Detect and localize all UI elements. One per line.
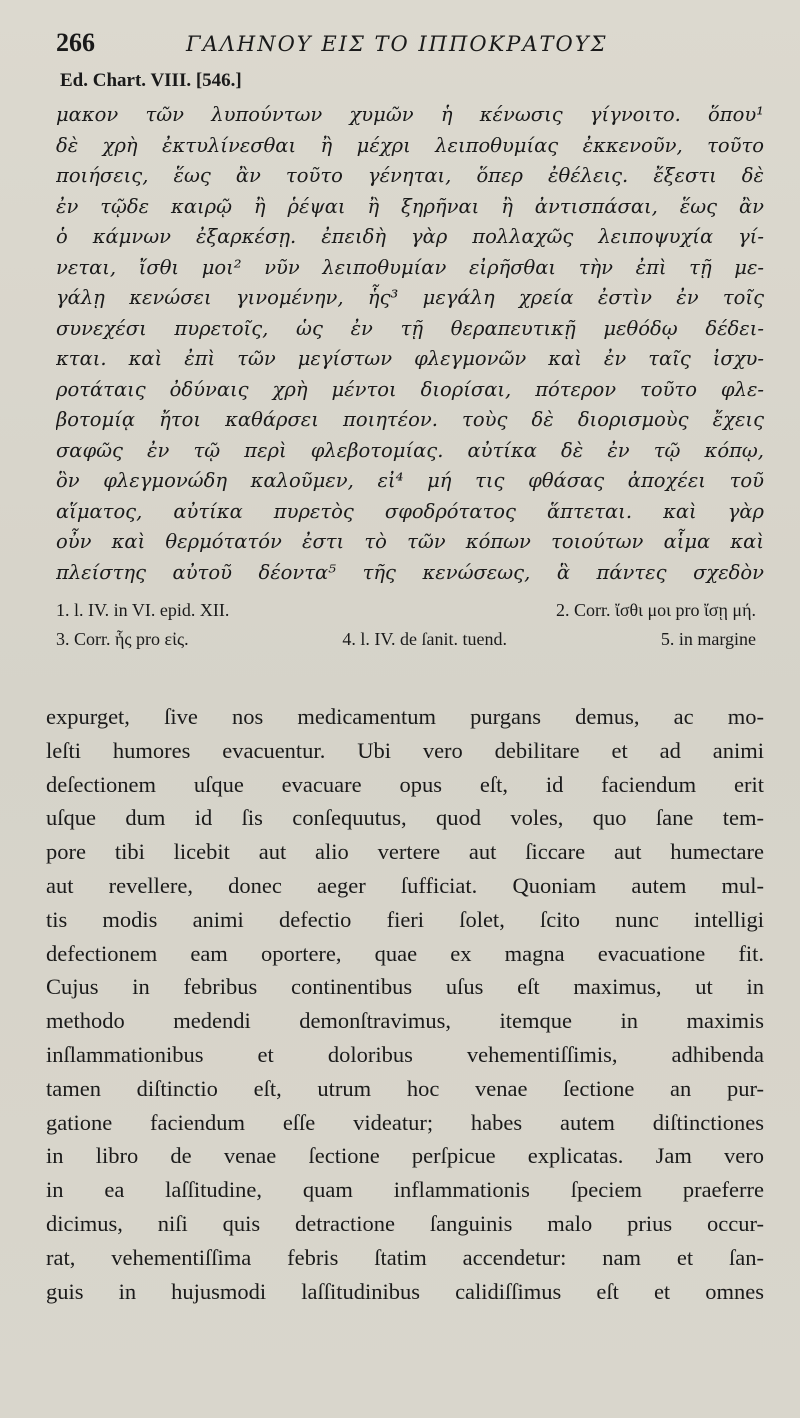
latin-line: aut revellere, donec aeger ſufficiat. Quoniam autem mul- (46, 872, 764, 898)
footnotes (46, 596, 764, 654)
greek-line: αἵματος, αὐτίκα πυρετὸς σφοδρότατος ἅπτεται. καὶ γὰρ (56, 499, 764, 523)
greek-line: οὖν καὶ θερμότατόν ἐστι τὸ τῶν κόπων τοιούτων αἷμα καὶ (56, 530, 764, 553)
latin-line: in libro de venae ſectione perſpicue explicatas. Jam vero (46, 1143, 764, 1169)
greek-line: ὃν φλεγμονώδη καλοῦμεν, εἰ⁴ μή τις φθάσας ἀποχέει τοῦ (56, 469, 764, 492)
greek-line: ἐν τῷδε καιρῷ ἢ ῥέψαι ἢ ξηρῆναι ἢ ἀντισπάσαι, ἕως ἂν (56, 194, 764, 218)
latin-line: defectionem eam oportere, quae ex magna evacuatione fit. (46, 940, 764, 966)
greek-line: σαφῶς ἐν τῷ περὶ φλεβοτομίας. αὐτίκα δὲ ἐν τῷ κόπῳ, (56, 438, 764, 462)
latin-line: pore tibi licebit aut alio vertere aut ſiccare aut humectare (46, 839, 764, 865)
latin-line: uſque dum id ſis conſequutus, quod voles, quo ſane tem- (46, 805, 764, 831)
footnote-1: 1. l. IV. in VI. epid. XII. (56, 600, 230, 620)
footnote-2: 2. Corr. ἴσθι μοι pro ἴσῃ μή. (555, 600, 756, 620)
latin-line: dicimus, niſi quis detractione ſanguinis malo prius occur- (46, 1210, 764, 1236)
greek-line: ὁ κάμνων ἐξαρκέσῃ. ἐπειδὴ γὰρ πολλαχῶς λειποψυχία γί- (56, 225, 764, 248)
column-separator (46, 654, 764, 700)
greek-line: πλείστης αὐτοῦ δέοντα⁵ τῆς κενώσεως, ἃ πάντες σχεδὸν (56, 560, 764, 584)
greek-line: ποιήσεις, ἕως ἂν τοῦτο γένηται, ὅπερ ἐθέλεις. ἔξεστι δὲ (56, 164, 764, 187)
running-head (46, 28, 764, 68)
latin-line: Cujus in febribus continentibus uſus eſt maximus, ut in (46, 974, 764, 1000)
footnote-line (56, 625, 764, 654)
greek-line: βοτομίᾳ ἤτοι καθάρσει ποιητέον. τοὺς δὲ διορισμοὺς ἔχεις (56, 408, 764, 431)
latin-line: tis modis animi defectio fieri ſolet, ſcito nunc intelligi (46, 906, 764, 932)
page-number: 266 (56, 28, 95, 57)
footnote-4: 4. l. IV. de ſanit. tuend. (342, 629, 508, 649)
greek-line: νεται, ἴσθι μοι² νῦν λειποθυμίαν εἰρῆσθαι τὴν ἐπὶ τῇ με- (56, 255, 764, 279)
greek-line: κται. καὶ ἐπὶ τῶν μεγίστων φλεγμονῶν καὶ ἐν ταῖς ἰσχυ- (56, 347, 764, 370)
greek-line: συνεχέσι πυρετοῖς, ὡς ἐν τῇ θεραπευτικῇ μεθόδῳ δέδει- (56, 316, 764, 340)
running-title: ΓΑΛΗΝΟΥ ΕΙΣ ΤΟ ΙΠΠΟΚΡΑΤΟΥΣ (186, 32, 608, 56)
latin-line: methodo medendi demonſtravimus, itemque in maximis (46, 1008, 764, 1034)
latin-line: rat, vehementiſſima febris ſtatim accendetur: nam et ſan- (46, 1244, 764, 1270)
greek-text-block (46, 100, 764, 588)
greek-line: γάλῃ κενώσει γινομένην, ἧς³ μεγάλη χρεία ἐστὶν ἐν τοῖς (56, 286, 764, 309)
latin-text-block (46, 700, 764, 1308)
edition-reference: Ed. Chart. VIII. [546.] (60, 70, 242, 91)
footnote-3: 3. Corr. ἧς pro εἰς. (56, 629, 189, 649)
latin-line: deſectionem uſque evacuare opus eſt, id faciendum erit (46, 771, 764, 797)
latin-line: expurget, ſive nos medicamentum purgans demus, ac mo- (46, 704, 764, 729)
latin-line: in ea laſſitudine, quam inflammationis ſpeciem praeferre (46, 1177, 764, 1203)
latin-line: inſlammationibus et doloribus vehementiſſimis, adhibenda (46, 1041, 764, 1067)
footnote-line (56, 596, 764, 625)
latin-line: gatione faciendum eſſe videatur; habes autem diſtinctiones (46, 1109, 764, 1135)
latin-line: guis in hujusmodi laſſitudinibus calidiſſimus eſt et omnes (46, 1278, 764, 1304)
footnote-5: 5. in margine (660, 629, 756, 649)
latin-line: leſti humores evacuentur. Ubi vero debilitare et ad animi (46, 737, 764, 763)
greek-line: δὲ χρὴ ἐκτυλίνεσθαι ἢ μέχρι λειποθυμίας ἐκκενοῦν, τοῦτο (56, 133, 764, 157)
greek-line: μακον τῶν λυπούντων χυμῶν ἡ κένωσις γίγνοιτο. ὅπου¹ (56, 103, 764, 126)
greek-line: ροτάταις ὀδύναις χρὴ μέντοι διορίσαι, πότερον τοῦτο φλε- (56, 377, 764, 401)
latin-line: tamen diſtinctio eſt, utrum hoc venae ſectione an pur- (46, 1075, 764, 1101)
